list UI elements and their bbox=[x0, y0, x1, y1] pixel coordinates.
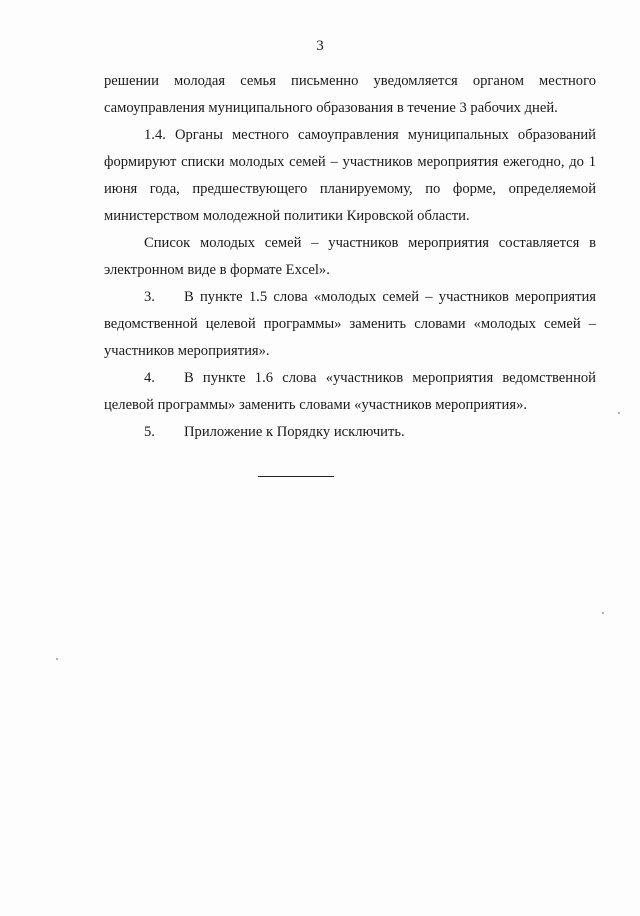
item-4-number: 4. bbox=[144, 370, 155, 386]
item-5-number: 5. bbox=[144, 424, 155, 440]
item-3-number: 3. bbox=[144, 289, 155, 305]
scan-speck bbox=[602, 612, 604, 614]
page-number: 3 bbox=[316, 38, 324, 54]
item-3-text: В пункте 1.5 слова «молодых семей – участников мероприятия ведомственной целевой программы» заменить словами «молодых семей – участников мероприятия». bbox=[104, 289, 596, 359]
paragraph-1-4: 1.4. Органы местного самоуправления муниципальных образований формируют списки молодых семей – участников мероприятия ежегодно, до 1 июня года, предшествующего планируемому, по форме, определяемой министерством молодежной политики Кировской области. bbox=[104, 127, 596, 224]
scan-speck bbox=[56, 658, 58, 660]
item-5-text: Приложение к Порядку исключить. bbox=[184, 424, 405, 440]
scan-speck bbox=[618, 412, 620, 414]
paragraph-continuation: решении молодая семья письменно уведомляется органом местного самоуправления муниципального образования в течение 3 рабочих дней. bbox=[104, 73, 596, 116]
item-4-text: В пункте 1.6 слова «участников мероприятия ведомственной целевой программы» заменить словами «участников мероприятия». bbox=[104, 370, 596, 413]
end-divider-line bbox=[258, 476, 334, 477]
document-body bbox=[104, 68, 596, 446]
item-4 bbox=[104, 365, 596, 419]
item-5 bbox=[104, 419, 596, 446]
item-3 bbox=[104, 284, 596, 365]
paragraph-excel-list: Список молодых семей – участников мероприятия составляется в электронном виде в формате Excel». bbox=[104, 235, 596, 278]
